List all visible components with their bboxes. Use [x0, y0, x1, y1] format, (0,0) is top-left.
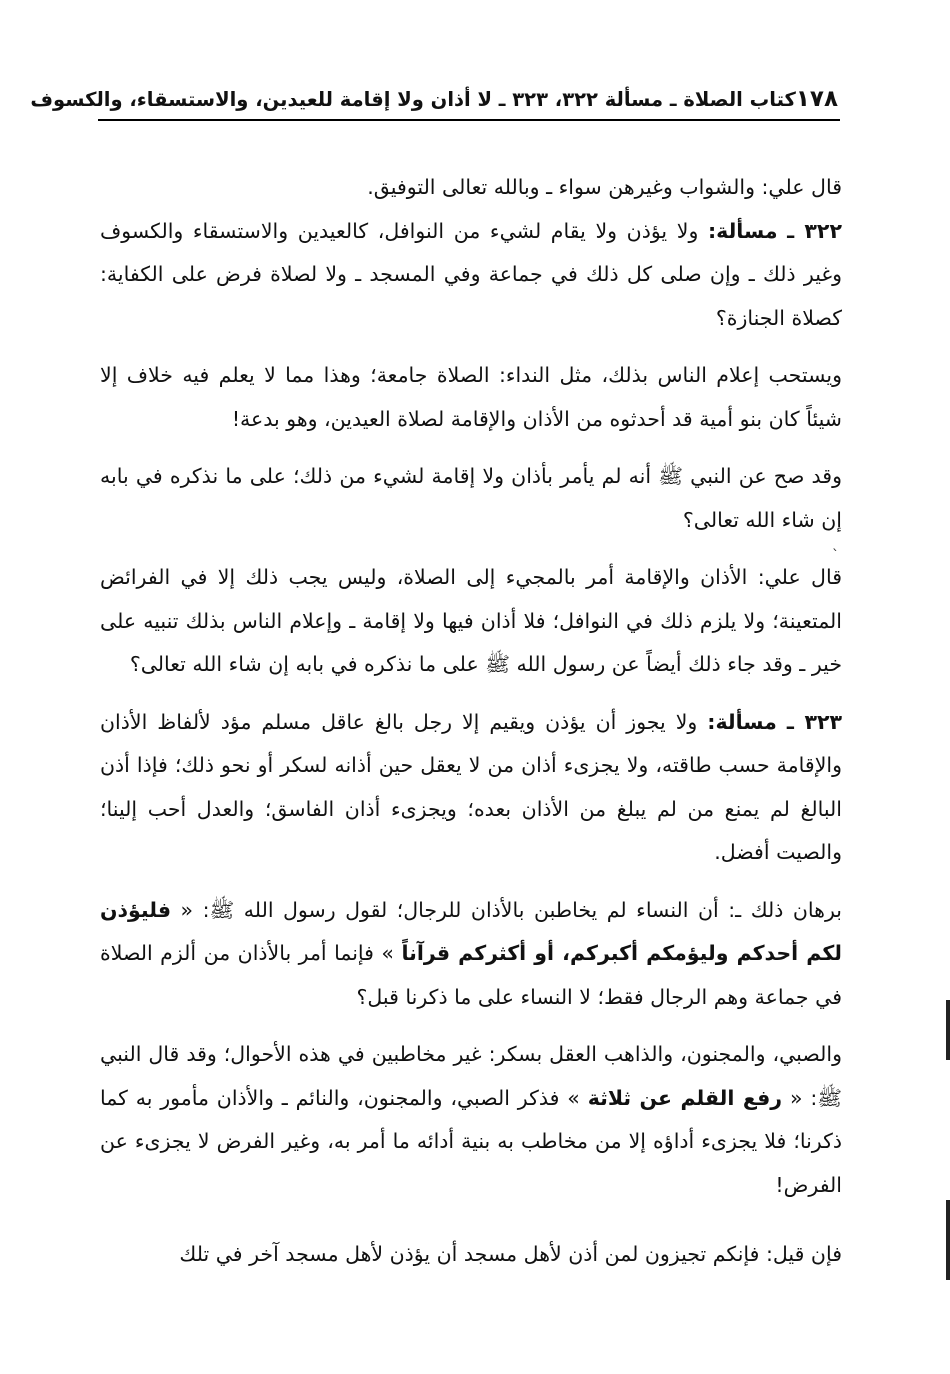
margin-mark: ˋ [832, 548, 839, 564]
paragraph-text: ويستحب إعلام الناس بذلك، مثل النداء: الصلاة جامعة؛ وهذا مما لا يعلم فيه خلاف إلا شيئاً كان بنو أمية قد أحدثوه من الأذان والإقامة لصلاة العيدين، وهو بدعة! [100, 363, 842, 431]
paragraph-1 [100, 166, 842, 210]
header-rule [98, 119, 840, 121]
paragraph-text: قال علي: والشواب وغيرهن سواء ـ وبالله تعالى التوفيق. [367, 175, 842, 199]
issue-number: ٣٢٢ ـ [787, 218, 842, 243]
paragraph-lead: والصبي، والمجنون، والذاهب العقل بسكر: غير مخاطبين في هذه الأحوال؛ وقد قال النبي ﷺ: « [100, 1042, 843, 1110]
paragraph-tail: » فذكر الصبي، والمجنون، والنائم ـ والأذان مأمور به كما ذكرنا؛ فلا يجزىء أداؤه إلا من مخاطب به بنية أدائه ما أمر به، وغير الفرض لا يجزىء عن الفرض! [100, 1085, 842, 1197]
issue-number: ٣٢٣ ـ [786, 709, 842, 734]
paragraph-3 [100, 354, 842, 441]
page-edge-mark [946, 1200, 950, 1280]
hadith-quote: فليؤذن لكم أحدكم وليؤمكم أكبركم، أو أكثركم قرآناً [100, 897, 842, 965]
page-header [30, 82, 838, 116]
hadith-quote: رفع القلم عن ثلاثة [587, 1085, 783, 1110]
paragraph-text: ولا يجوز أن يؤذن ويقيم إلا رجل بالغ عاقل مسلم مؤد لألفاظ الأذان والإقامة حسب طاقته، ولا يجزىء أذان من لا يعقل حين أذانه لسكر أو نحو ذلك؛ فإذا أذن البالغ لم يمنع من لم يبلغ من الأذان بعده؛ ويجزىء أذان الفاسق؛ والعدل أحب إلينا؛ والصيت أفضل. [100, 709, 842, 864]
running-title: كتاب الصلاة ـ مسألة ٣٢٢، ٣٢٣ ـ لا أذان ولا إقامة للعيدين، والاستسقاء، والكسوف [30, 87, 796, 111]
issue-label: مسألة: [707, 218, 778, 243]
page-edge-mark [946, 1000, 950, 1060]
paragraph-5 [100, 556, 842, 687]
paragraph-text: قال علي: الأذان والإقامة أمر بالمجيء إلى الصلاة، وليس يجب ذلك إلا في الفرائض المتعينة؛ ولا يلزم ذلك في النوافل؛ فلا أذان فيها ولا إقامة ـ وإعلام الناس بذلك تنبيه على خير ـ وقد جاء ذلك أيضاً عن رسول الله ﷺ على ما نذكره في بابه إن شاء الله تعالى؟ [100, 565, 842, 676]
paragraph-text: وقد صح عن النبي ﷺ أنه لم يأمر بأذان ولا إقامة لشيء من ذلك؛ على ما نذكره في بابه إن شاء الله تعالى؟ [100, 464, 842, 532]
paragraph-issue-322 [100, 210, 842, 341]
paragraph-lead: برهان ذلك ـ: أن النساء لم يخاطبن بالأذان للرجال؛ لقول رسول الله ﷺ: « [171, 897, 842, 922]
issue-label: مسألة: [707, 709, 777, 734]
paragraph-9 [100, 1233, 842, 1277]
paragraph-issue-323 [100, 701, 842, 875]
paragraph-tail: » فإنما أمر بالأذان من ألزم الصلاة في جماعة وهم الرجال فقط؛ لا النساء على ما ذكرنا قبل؟ [100, 941, 842, 1009]
paragraph-8 [100, 1033, 842, 1207]
paragraph-7 [100, 889, 842, 1020]
paragraph-text: فإن قيل: فإنكم تجيزون لمن أذن لأهل مسجد أن يؤذن لأهل مسجد آخر في تلك [179, 1242, 842, 1266]
page-number: ١٧٨ [795, 86, 838, 112]
body-text [100, 166, 842, 1277]
paragraph-4 [100, 455, 842, 542]
paragraph-text: ولا يؤذن ولا يقام لشيء من النوافل، كالعيدين والاستسقاء والكسوف وغير ذلك ـ وإن صلى كل ذلك في جماعة وفي المسجد ـ ولا لصلاة فرض على الكفاية: كصلاة الجنازة؟ [100, 218, 842, 330]
